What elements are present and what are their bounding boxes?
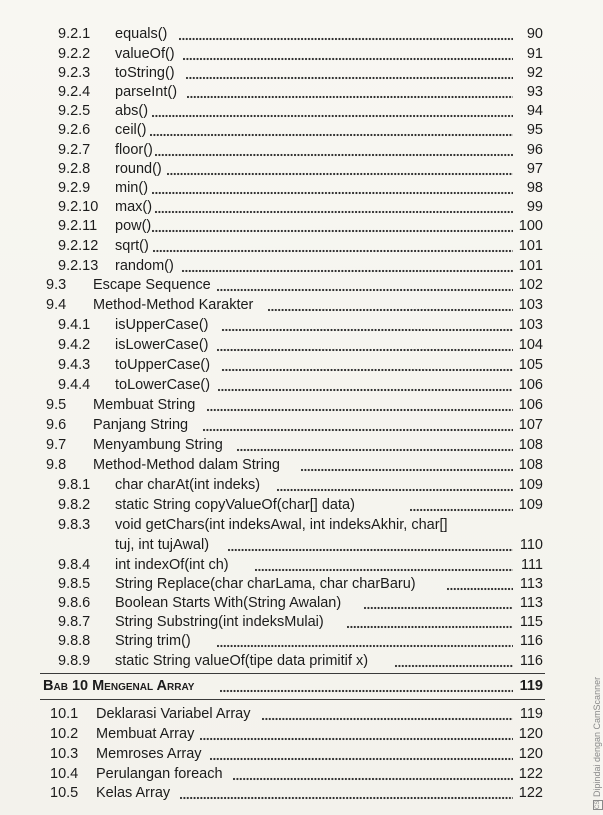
entry-page: 122 (518, 766, 543, 782)
entry-number: 9.2.2 (58, 46, 91, 62)
entry-number: 9.2.12 (58, 238, 99, 254)
entry-page: 101 (518, 238, 543, 254)
dot-leader (182, 256, 513, 276)
toc-entry (0, 197, 600, 217)
entry-number: 9.7 (46, 437, 67, 453)
entry-number: 9.2.1 (58, 26, 91, 42)
entry-page: 90 (526, 26, 543, 42)
entry-page: 101 (518, 258, 543, 274)
entry-number: 9.8.3 (58, 517, 91, 533)
chapter-entry (0, 676, 600, 696)
chapter-title: Bab 10 Mengenal Array (43, 678, 195, 694)
entry-title: pow() (115, 218, 152, 234)
entry-page: 106 (518, 377, 543, 393)
toc-entry (0, 120, 600, 140)
toc-entry (0, 24, 600, 44)
dot-leader (200, 724, 513, 744)
entry-page: 94 (526, 103, 543, 119)
entry-title: void getChars(int indeksAwal, int indeksAkhir, char[] (115, 517, 448, 533)
entry-title: String Replace(char charLama, char charBaru) (115, 576, 416, 592)
entry-title: Boolean Starts With(String Awalan) (115, 595, 342, 611)
dot-leader (210, 744, 513, 764)
entry-number: 9.6 (46, 417, 67, 433)
entry-title: ceil() (115, 122, 147, 138)
dot-leader (152, 216, 513, 236)
entry-page: 103 (518, 297, 543, 313)
dot-leader (150, 120, 513, 140)
entry-page: 93 (526, 84, 543, 100)
dot-leader (155, 140, 513, 160)
entry-page: 95 (526, 122, 543, 138)
entry-title: floor() (115, 142, 153, 158)
dot-leader (301, 455, 513, 475)
dot-leader (217, 275, 513, 295)
dot-leader (222, 355, 513, 375)
entry-title: Perulangan foreach (96, 766, 223, 782)
entry-title: round() (115, 161, 162, 177)
entry-title: char charAt(int indeks) (115, 477, 261, 493)
entry-page: 102 (518, 277, 543, 293)
entry-page: 106 (518, 397, 543, 413)
toc-entry (0, 159, 600, 179)
toc-entry (0, 475, 600, 495)
entry-page: 97 (526, 161, 543, 177)
entry-title: abs() (115, 103, 149, 119)
entry-title: Method-Method Karakter (93, 297, 254, 313)
entry-title: Method-Method dalam String (93, 457, 280, 473)
dot-leader (153, 236, 513, 256)
toc-entry (0, 44, 600, 64)
entry-page: 99 (526, 199, 543, 215)
dot-leader (155, 197, 513, 217)
dot-leader (364, 593, 513, 613)
entry-number: 9.3 (46, 277, 67, 293)
entry-page: 108 (518, 437, 543, 453)
entry-title: int indexOf(int ch) (115, 557, 229, 573)
toc-entry (0, 515, 600, 535)
dot-leader (179, 24, 513, 44)
entry-title: max() (115, 199, 153, 215)
entry-number: 9.8.6 (58, 595, 91, 611)
dot-leader (207, 395, 513, 415)
dot-leader (237, 435, 513, 455)
toc-entry (0, 593, 600, 613)
entry-page: 92 (526, 65, 543, 81)
dot-leader (233, 764, 513, 784)
entry-title: Escape Sequence (93, 277, 211, 293)
entry-number: 9.2.4 (58, 84, 91, 100)
entry-page: 115 (519, 614, 543, 630)
entry-number: 10.1 (50, 706, 79, 722)
entry-page: 100 (518, 218, 543, 234)
chapter-bottom-rule (40, 699, 545, 700)
entry-title: sqrt() (115, 238, 149, 254)
entry-number: 9.4.2 (58, 337, 91, 353)
entry-title: toString() (115, 65, 175, 81)
entry-number: 10.4 (50, 766, 79, 782)
toc-entry (0, 82, 600, 102)
entry-title: isLowerCase() (115, 337, 209, 353)
toc-entry (0, 724, 600, 744)
entry-title: Kelas Array (96, 785, 171, 801)
entry-number: 9.2.8 (58, 161, 91, 177)
entry-page: 98 (526, 180, 543, 196)
entry-number: 9.8.1 (58, 477, 91, 493)
entry-page: 113 (519, 576, 543, 592)
entry-page: 109 (518, 477, 543, 493)
dot-leader (218, 375, 513, 395)
entry-title: static String copyValueOf(char[] data) (115, 497, 355, 513)
toc-entry (0, 574, 600, 594)
dot-leader (217, 335, 513, 355)
dot-leader (187, 82, 513, 102)
entry-number: 9.2.7 (58, 142, 91, 158)
entry-title: parseInt() (115, 84, 178, 100)
dot-leader (183, 44, 513, 64)
toc-entry (0, 63, 600, 83)
entry-number: 9.4.3 (58, 357, 91, 373)
entry-page: 116 (519, 653, 543, 669)
toc-entry (0, 555, 600, 575)
entry-number: 9.2.13 (58, 258, 99, 274)
entry-number: 9.8.5 (58, 576, 91, 592)
toc-entry (0, 335, 600, 355)
entry-page: 119 (519, 706, 543, 722)
entry-number: 9.2.5 (58, 103, 91, 119)
entry-number: 9.4.4 (58, 377, 91, 393)
entry-title: Memroses Array (96, 746, 202, 762)
entry-page: 105 (518, 357, 543, 373)
toc-entry (0, 495, 600, 515)
dot-leader (395, 651, 513, 671)
entry-title: Membuat String (93, 397, 196, 413)
entry-title: String trim() (115, 633, 191, 649)
toc-entry (0, 315, 600, 335)
entry-page: 111 (520, 557, 543, 573)
entry-page: 113 (519, 595, 543, 611)
entry-title: random() (115, 258, 174, 274)
entry-number: 9.2.11 (58, 218, 98, 234)
entry-title-continuation: tuj, int tujAwal) (115, 537, 210, 553)
entry-title: Menyambung String (93, 437, 223, 453)
entry-number: 9.8.8 (58, 633, 91, 649)
dot-leader (203, 415, 513, 435)
entry-title: String Substring(int indeksMulai) (115, 614, 324, 630)
entry-page: 104 (518, 337, 543, 353)
watermark-text: Dipindai dengan CamScanner (592, 676, 602, 797)
entry-title: Deklarasi Variabel Array (96, 706, 251, 722)
entry-number: 9.8.2 (58, 497, 91, 513)
toc-entry (0, 744, 600, 764)
scanner-watermark (592, 677, 603, 810)
dot-leader (222, 315, 513, 335)
entry-number: 9.4.1 (58, 317, 91, 333)
toc-entry (0, 651, 600, 671)
toc-entry (0, 375, 600, 395)
dot-leader (228, 535, 513, 555)
dot-leader (410, 495, 513, 515)
entry-number: 9.5 (46, 397, 67, 413)
dot-leader (268, 295, 513, 315)
entry-title: equals() (115, 26, 168, 42)
toc-entry (0, 395, 600, 415)
toc-entry (0, 275, 600, 295)
entry-title: static String valueOf(tipe data primitif x) (115, 653, 369, 669)
entry-number: 9.8.9 (58, 653, 91, 669)
entry-number: 9.2.10 (58, 199, 99, 215)
chapter-page: 119 (519, 678, 543, 694)
dot-leader (186, 63, 513, 83)
chapter-top-rule (40, 673, 545, 674)
toc-entry (0, 295, 600, 315)
entry-title: Panjang String (93, 417, 189, 433)
entry-number: 9.8 (46, 457, 67, 473)
toc-entry (0, 101, 600, 121)
entry-page: 103 (518, 317, 543, 333)
toc-entry-continuation (0, 535, 600, 555)
entry-page: 116 (519, 633, 543, 649)
camscanner-icon: CS (594, 800, 601, 809)
entry-page: 91 (526, 46, 543, 62)
toc-entry (0, 764, 600, 784)
entry-page: 122 (518, 785, 543, 801)
entry-number: 10.2 (50, 726, 79, 742)
entry-number: 10.5 (50, 785, 79, 801)
entry-number: 9.8.7 (58, 614, 91, 630)
entry-page: 108 (518, 457, 543, 473)
dot-leader (180, 783, 513, 803)
dot-leader (167, 159, 513, 179)
toc-entry (0, 256, 600, 276)
dot-leader (347, 612, 513, 632)
toc-entry (0, 415, 600, 435)
dot-leader (277, 475, 513, 495)
entry-page: 109 (518, 497, 543, 513)
entry-page: 120 (518, 746, 543, 762)
entry-title: valueOf() (115, 46, 175, 62)
dot-leader (262, 704, 513, 724)
toc-entry (0, 435, 600, 455)
entry-number: 9.8.4 (58, 557, 91, 573)
toc-entry (0, 355, 600, 375)
dot-leader (447, 574, 513, 594)
dot-leader (220, 676, 513, 696)
toc-entry (0, 704, 600, 724)
toc-entry (0, 631, 600, 651)
toc-entry (0, 612, 600, 632)
toc-entry (0, 140, 600, 160)
entry-number: 9.2.3 (58, 65, 91, 81)
toc-entry (0, 236, 600, 256)
toc-entry (0, 455, 600, 475)
entry-page: 110 (519, 537, 543, 553)
entry-title: isUpperCase() (115, 317, 209, 333)
entry-number: 9.4 (46, 297, 67, 313)
dot-leader (255, 555, 513, 575)
toc-entry (0, 783, 600, 803)
entry-title: min() (115, 180, 149, 196)
dot-leader (152, 101, 513, 121)
entry-number: 10.3 (50, 746, 79, 762)
entry-title: toUpperCase() (115, 357, 211, 373)
entry-page: 96 (526, 142, 543, 158)
toc-entry (0, 178, 600, 198)
entry-title: Membuat Array (96, 726, 195, 742)
entry-number: 9.2.6 (58, 122, 91, 138)
entry-number: 9.2.9 (58, 180, 91, 196)
entry-page: 107 (518, 417, 543, 433)
toc-entry (0, 216, 600, 236)
dot-leader (217, 631, 513, 651)
entry-title: toLowerCase() (115, 377, 211, 393)
entry-page: 120 (518, 726, 543, 742)
dot-leader (152, 178, 513, 198)
